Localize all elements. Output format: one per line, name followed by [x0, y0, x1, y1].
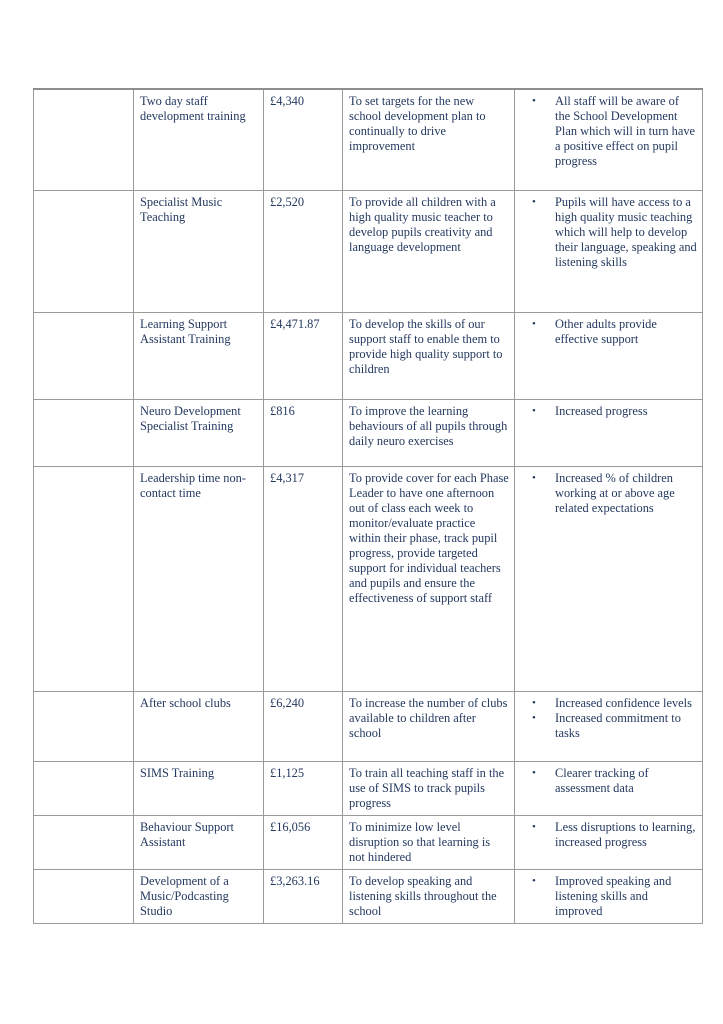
cell-cost: £3,263.16 [264, 870, 343, 924]
impact-list [521, 471, 697, 516]
impact-list-item [521, 820, 697, 850]
cell-cost: £2,520 [264, 190, 343, 312]
table-row [34, 399, 703, 466]
table-row [34, 815, 703, 869]
cell-blank [34, 691, 134, 761]
impact-text: Improved speaking and listening skills and improved [555, 874, 672, 919]
impact-list-item [521, 195, 697, 270]
cell-item: Development of a Music/Podcasting Studio [134, 870, 264, 924]
impact-text: All staff will be aware of the School Development Plan which will in turn have a positive effect on pupil progress [555, 94, 696, 169]
cell-blank [34, 815, 134, 869]
bullet-icon: • [532, 875, 536, 888]
table-row [34, 312, 703, 399]
table-body [34, 89, 703, 924]
bullet-icon: • [532, 471, 536, 484]
impact-text: Less disruptions to learning, increased progress [555, 819, 696, 849]
cell-aim: To increase the number of clubs available to children after school [343, 691, 515, 761]
table-row [34, 870, 703, 924]
impact-list-item [521, 94, 697, 169]
cell-aim: To set targets for the new school development plan to continually to drive improvement [343, 89, 515, 190]
table-row [34, 190, 703, 312]
impact-text: Increased % of children working at or above age related expectations [555, 470, 675, 515]
cell-impact [515, 89, 703, 190]
bullet-icon: • [532, 95, 536, 107]
cell-impact [515, 312, 703, 399]
impact-list-item [521, 711, 697, 741]
cell-aim: To develop speaking and listening skills throughout the school [343, 870, 515, 924]
cell-impact [515, 870, 703, 924]
cell-aim: To provide all children with a high quality music teacher to develop pupils creativity and language development [343, 190, 515, 312]
bullet-icon: • [532, 766, 536, 779]
cell-impact [515, 190, 703, 312]
cell-blank [34, 312, 134, 399]
cell-impact [515, 399, 703, 466]
impact-text: Other adults provide effective support [555, 316, 657, 346]
impact-list-item [521, 404, 697, 419]
cell-impact [515, 691, 703, 761]
cell-cost: £4,317 [264, 466, 343, 691]
cell-impact [515, 466, 703, 691]
cell-cost: £6,240 [264, 691, 343, 761]
impact-list [521, 874, 697, 919]
bullet-icon: • [532, 696, 536, 709]
table-row [34, 691, 703, 761]
impact-list-item [521, 874, 697, 919]
impact-text: Increased progress [555, 403, 648, 418]
table-row [34, 466, 703, 691]
cell-cost: £816 [264, 399, 343, 466]
cell-aim: To provide cover for each Phase Leader to have one afternoon out of class each week to monitor/evaluate practice within their phase, track pupil progress, provide targeted support for individual teachers and pupils and ensure the effectiveness of support staff [343, 466, 515, 691]
cell-blank [34, 89, 134, 190]
impact-text: Pupils will have access to a high quality music teaching which will help to develop their language, speaking and listening skills [555, 194, 697, 269]
table-row [34, 89, 703, 190]
cell-item: Specialist Music Teaching [134, 190, 264, 312]
cell-item: Behaviour Support Assistant [134, 815, 264, 869]
cell-blank [34, 761, 134, 815]
bullet-icon: • [532, 820, 536, 833]
bullet-icon: • [532, 404, 536, 417]
impact-list [521, 94, 697, 169]
cell-aim: To improve the learning behaviours of all pupils through daily neuro exercises [343, 399, 515, 466]
bullet-icon: • [532, 317, 536, 330]
table-row [34, 761, 703, 815]
cell-blank [34, 466, 134, 691]
pupil-premium-spending-table [33, 88, 703, 924]
cell-cost: £1,125 [264, 761, 343, 815]
impact-list-item [521, 766, 697, 796]
cell-item: After school clubs [134, 691, 264, 761]
impact-list [521, 195, 697, 270]
cell-item: Learning Support Assistant Training [134, 312, 264, 399]
cell-impact [515, 761, 703, 815]
bullet-icon: • [532, 711, 536, 724]
cell-item: Two day staff development training [134, 89, 264, 190]
cell-item: SIMS Training [134, 761, 264, 815]
cell-item: Leadership time non-contact time [134, 466, 264, 691]
cell-cost: £16,056 [264, 815, 343, 869]
impact-text: Increased confidence levels [555, 695, 692, 710]
impact-list [521, 696, 697, 741]
cell-blank [34, 190, 134, 312]
cell-aim: To train all teaching staff in the use of SIMS to track pupils progress [343, 761, 515, 815]
bullet-icon: • [532, 195, 536, 208]
cell-cost: £4,471.87 [264, 312, 343, 399]
cell-aim: To develop the skills of our support staff to enable them to provide high quality support to children [343, 312, 515, 399]
cell-item: Neuro Development Specialist Training [134, 399, 264, 466]
impact-list [521, 317, 697, 347]
impact-list [521, 766, 697, 796]
impact-list-item [521, 317, 697, 347]
cell-blank [34, 870, 134, 924]
cell-aim: To minimize low level disruption so that learning is not hindered [343, 815, 515, 869]
impact-list-item [521, 696, 697, 711]
cell-impact [515, 815, 703, 869]
impact-list [521, 404, 697, 419]
cell-blank [34, 399, 134, 466]
impact-text: Clearer tracking of assessment data [555, 765, 649, 795]
cell-cost: £4,340 [264, 89, 343, 190]
impact-text: Increased commitment to tasks [555, 710, 681, 740]
impact-list-item [521, 471, 697, 516]
impact-list [521, 820, 697, 850]
